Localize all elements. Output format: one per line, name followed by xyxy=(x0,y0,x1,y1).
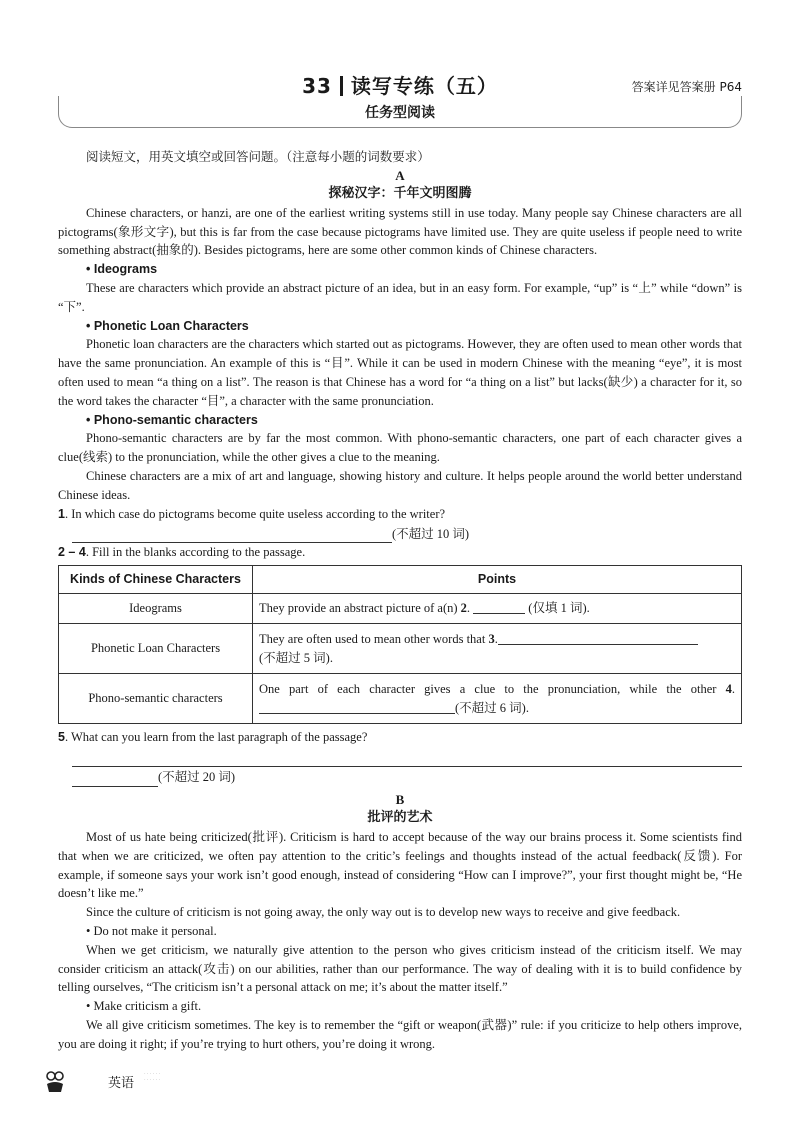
table-header-points: Points xyxy=(253,566,742,594)
section-label: 任务型阅读 xyxy=(365,105,435,121)
instructions: 阅读短文，用英文填空或回答问题。（注意每小题的词数要求） xyxy=(86,150,430,164)
blank-4[interactable] xyxy=(259,701,455,714)
table-cell-kind: Ideograms xyxy=(59,594,253,624)
point-text: They provide an abstract picture of a(n) xyxy=(259,601,461,616)
table-cell-kind: Phono-semantic characters xyxy=(59,674,253,724)
question-1 xyxy=(58,505,742,524)
characters-table xyxy=(58,565,742,724)
blank-3[interactable] xyxy=(498,632,698,645)
subject-label: 英语 xyxy=(108,1076,135,1091)
question-5 xyxy=(58,728,742,747)
question-1-answer-blank[interactable] xyxy=(72,530,392,543)
blank-2[interactable] xyxy=(473,601,525,614)
blank-4-limit: (不超过 6 词). xyxy=(455,700,529,715)
passage-a-heading-phonetic-loan: • Phonetic Loan Characters xyxy=(86,318,249,333)
table-cell-point xyxy=(253,594,742,624)
question-2-4-text: . Fill in the blanks according to the passage. xyxy=(85,545,306,560)
table-header-kinds: Kinds of Chinese Characters xyxy=(59,566,253,594)
question-5-answer-blank[interactable] xyxy=(72,774,158,787)
table-cell-point xyxy=(253,624,742,674)
passage-a-title: 探秘汉字：千年文明图腾 xyxy=(328,185,472,201)
publisher-logo-icon xyxy=(44,1070,66,1094)
passage-a-letter: A xyxy=(395,167,405,183)
passage-b-paragraph-4: We all give criticism sometimes. The key is to remember the “gift or weapon(武器)” rule: if you criticize to help others improve, you are doing it right; if you’re trying to hurt others, you’re doing it wrong. xyxy=(58,1017,742,1051)
point-punct: . xyxy=(731,681,735,696)
passage-b-paragraph-2: Since the culture of criticism is not going away, the only way out is to develop new ways to receive and give feedback. xyxy=(86,905,681,920)
question-5-answer-row xyxy=(58,767,742,787)
question-5-word-limit: (不超过 20 词) xyxy=(158,770,236,785)
passage-a-heading-phono-semantic: • Phono-semantic characters xyxy=(86,412,258,427)
question-5-answer-line-1[interactable] xyxy=(72,747,742,767)
question-1-text: . In which case do pictograms become quite useless according to the writer? xyxy=(64,506,446,521)
question-1-number: 1 xyxy=(58,506,65,521)
question-1-word-limit: (不超过 10 词) xyxy=(392,526,470,541)
passage-b-paragraph-3: When we get criticism, we naturally give attention to the person who gives criticism instead of the criticism itself. We may consider criticism an attack(攻击) on our abilities, rather than our performance. The way of dealing with it is to build confidence by telling ourselves, “The criticism isn’t a personal attack on me; it’s about the matter itself.” xyxy=(58,942,742,995)
passage-b-heading-gift: • Make criticism a gift. xyxy=(86,999,202,1014)
unit-title-text: 读写专练（五） xyxy=(350,74,498,98)
passage-b-heading-personal: • Do not make it personal. xyxy=(86,923,217,938)
page-footer xyxy=(44,1068,244,1098)
answer-reference: 答案详见答案册 P64 xyxy=(631,80,742,94)
passage-b-letter: B xyxy=(395,791,405,807)
table-row xyxy=(59,674,742,724)
table-row xyxy=(59,624,742,674)
table-row xyxy=(59,594,742,624)
table-cell-kind: Phonetic Loan Characters xyxy=(59,624,253,674)
blank-number-3: 3 xyxy=(488,631,495,646)
question-1-answer-row xyxy=(58,523,742,543)
main-content xyxy=(58,148,742,1054)
question-2-4 xyxy=(58,543,742,562)
blank-number-4: 4 xyxy=(725,681,732,696)
passage-a-heading-ideograms: • Ideograms xyxy=(86,262,158,277)
footer-decoration: · · · · · · · · · · · · xyxy=(144,1072,161,1083)
blank-number-2: 2 xyxy=(460,601,467,616)
passage-a-paragraph-3: Phonetic loan characters are the characters which started out as pictograms. However, they are often used to mean other words that have the same pronunciation. An example of this is “目”. While it can be used in modern Chinese with the meaning “eye”, it is most often used to mean “a thing on a list”. The reason is that Chinese has a word for “a thing on a list” but lacks(缺少) a character for it, so the word takes the character “目”, a character with the same pronunciation. xyxy=(58,337,742,408)
passage-a-paragraph-1: Chinese characters, or hanzi, are one of the earliest writing systems still in use today. Many people say Chinese characters are all pictograms(象形文字), but this is far from the case because pictograms have limited use. They are quite useless if people need to write something abstract(抽象的). Besides pictograms, here are some other common kinds of Chinese characters. xyxy=(58,205,742,258)
page-header xyxy=(0,0,800,140)
table-cell-point xyxy=(253,674,742,724)
passage-a-paragraph-5: Chinese characters are a mix of art and language, showing history and culture. It helps people around the world better understand Chinese ideas. xyxy=(58,468,742,502)
point-text: One part of each character gives a clue to the pronunciation, while the other xyxy=(259,681,726,696)
blank-2-limit: (仅填 1 词). xyxy=(528,601,590,616)
unit-number: 33 xyxy=(302,74,332,98)
passage-b-title: 批评的艺术 xyxy=(367,809,433,825)
passage-b-paragraph-1: Most of us hate being criticized(批评). Criticism is hard to accept because of the way our brains process it. Some scientists find that when we are criticized, we often pay attention to the critic’s feelings and thoughts instead of the actual feedback(反馈). For example, if someone says your work isn’t good enough, instead of considering “How can I improve?”, your first thought might be, “He doesn’t like me.” xyxy=(58,829,742,901)
point-punct: . xyxy=(494,631,498,646)
passage-a-paragraph-2: These are characters which provide an abstract picture of an idea, but in an easy form. For example, “up” is “上” while “down” is “下”. xyxy=(58,280,742,314)
table-header-row xyxy=(59,566,742,594)
point-punct: . xyxy=(466,601,474,616)
section-banner xyxy=(58,96,742,128)
question-5-number: 5 xyxy=(58,730,65,745)
question-5-text: . What can you learn from the last paragraph of the passage? xyxy=(64,730,368,745)
passage-a-paragraph-4: Phono-semantic characters are by far the most common. With phono-semantic characters, one part of each character gives a clue(线索) to the pronunciation, while the other gives a clue to the meaning. xyxy=(58,431,742,465)
blank-3-limit: (不超过 5 词). xyxy=(259,650,333,665)
point-text: They are often used to mean other words that xyxy=(259,631,489,646)
title-divider xyxy=(340,76,343,96)
question-2-4-number: 2 – 4 xyxy=(58,545,86,560)
